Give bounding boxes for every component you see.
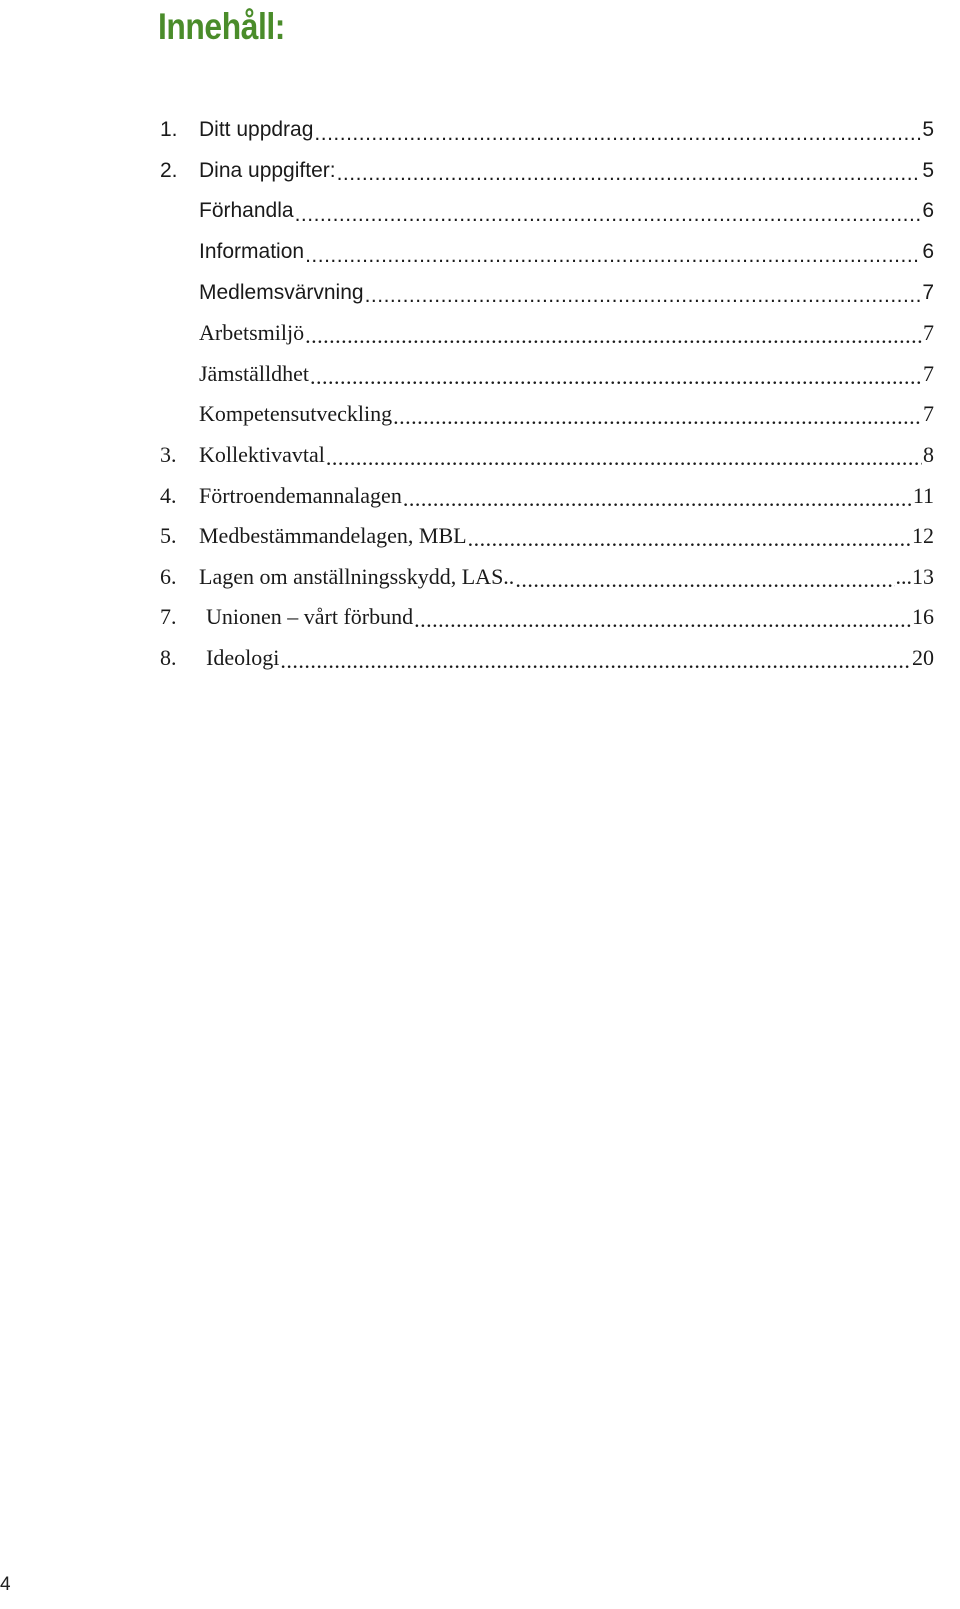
toc-leader-dots [310,366,922,388]
toc-entry-label: Kollektivavtal [199,442,325,468]
toc-entry-label: Dina uppgifter: [199,158,336,182]
page-title: Innehåll: [158,6,285,47]
toc-entry-page: 8 [923,442,934,468]
toc-leader-dots [326,447,922,469]
toc-entry-number: 2. [160,158,178,182]
toc-entry-label: Ideologi [206,645,280,671]
toc-entry-page: 16 [912,604,934,630]
toc-entry[interactable] [160,475,934,516]
toc-entry-page: 6 [922,240,934,264]
toc-entry-page: 11 [912,482,934,508]
toc-entry-label: Jämställdhet [199,360,309,386]
toc-entry-page: 12 [912,523,934,549]
toc-leader-dots [393,406,922,428]
toc-entry[interactable] [160,557,934,598]
toc-entry-number: 4. [160,482,177,508]
toc-entry-page: 5 [922,158,934,182]
toc-leader-dots [305,325,922,347]
toc-entry[interactable] [160,354,934,395]
toc-entry[interactable] [160,516,934,557]
toc-entry-page: ...13 [895,563,934,589]
toc-entry-page: 5 [922,118,934,142]
toc-leader-dots [414,609,911,631]
toc-leader-dots [403,488,912,510]
toc-entry-label: Ditt uppdrag [199,118,314,142]
toc-leader-dots [314,123,921,144]
toc-leader-dots [365,285,922,306]
toc-entry[interactable] [160,232,934,273]
toc-entry-label: Unionen – vårt förbund [206,604,414,630]
toc-entry-label: Lagen om anställningsskydd, LAS.. [199,563,515,589]
toc-entry[interactable] [160,435,934,476]
toc-entry[interactable] [160,394,934,435]
toc-entry[interactable] [160,272,934,313]
toc-entry-number: 8. [160,645,177,671]
toc-entry-page: 7 [923,360,934,386]
toc-entry-page: 7 [923,320,934,346]
toc-leader-dots [305,245,921,266]
toc-entry[interactable] [160,191,934,232]
toc-entry-label: Förhandla [199,199,294,223]
toc-entry-number: 5. [160,523,177,549]
toc-entry-number: 7. [160,604,177,630]
toc-leader-dots [515,569,894,591]
toc-entry-label: Information [199,240,305,264]
toc-entry-number: 3. [160,442,177,468]
toc-entry-number: 1. [160,118,178,142]
toc-entry-page: 20 [912,645,934,671]
toc-entry[interactable] [160,597,934,638]
toc-entry[interactable] [160,313,934,354]
toc-entry-number: 6. [160,563,177,589]
toc-entry-label: Arbetsmiljö [199,320,305,346]
toc-leader-dots [280,650,911,672]
toc-entry[interactable] [160,638,934,679]
toc-entry-page: 6 [922,199,934,223]
toc-entry-page: 7 [922,280,934,304]
toc-leader-dots [468,528,911,550]
page-number: 4 [0,1574,11,1595]
toc-entry[interactable] [160,151,934,192]
toc-entry-label: Kompetensutveckling [199,401,393,427]
table-of-contents [160,110,934,678]
toc-entry-label: Förtroendemannalagen [199,482,402,508]
toc-leader-dots [337,163,922,184]
toc-entry-page: 7 [923,401,934,427]
toc-entry[interactable] [160,110,934,151]
toc-leader-dots [295,204,922,225]
toc-entry-label: Medlemsvärvning [199,280,364,304]
toc-entry-label: Medbestämmandelagen, MBL [199,523,467,549]
